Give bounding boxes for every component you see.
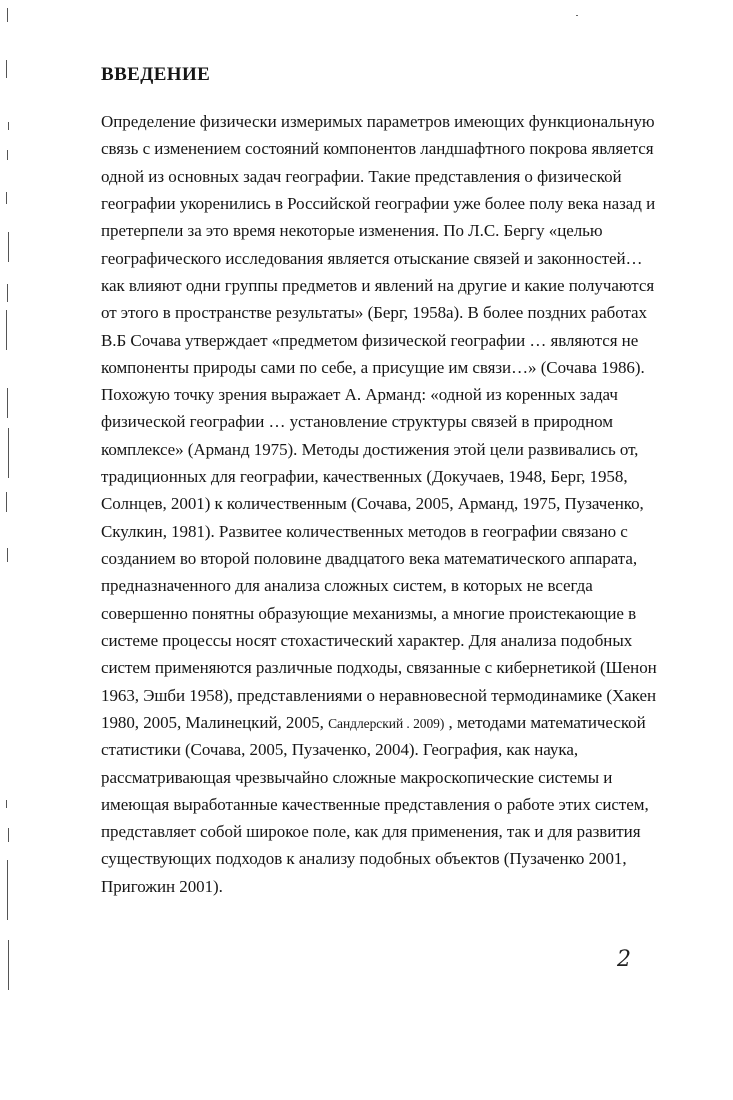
text-line: имеющая выработанные качественные представления о работе этих систем, <box>101 794 649 814</box>
text-line: Солнцев, 2001) к количественным (Сочава, 2005, Арманд, 1975, Пузаченко, <box>101 494 644 514</box>
text-line: от этого в пространстве результаты» (Берг, 1958а). В более поздних работах <box>101 303 647 323</box>
text-line: физической географии … установление структуры связей в природном <box>101 412 614 432</box>
text-line: Определение физически измеримых параметров имеющих функциональную <box>101 112 655 131</box>
text-line: представляет собой широкое поле, как для применения, так и для развития <box>101 822 641 842</box>
text-line: традиционных для географии, качественных (Докучаев, 1948, Берг, 1958, <box>101 467 628 487</box>
text-line: Пригожин 2001). <box>101 876 223 896</box>
text-line: существующих подходов к анализу подобных объектов (Пузаченко 2001, <box>101 849 627 869</box>
text-line: Похожую точку зрения выражает А. Арманд: «одной из коренных задач <box>101 385 618 405</box>
citation-small: Сандлерский . 2009) <box>328 715 445 731</box>
text-line: претерпели за это время некоторые изменения. По Л.С. Бергу «целью <box>101 221 603 241</box>
text-line: комплексе» (Арманд 1975). Методы достижения этой цели развивались от, <box>101 439 639 459</box>
text-line: систем применяются различные подходы, связанные с кибернетикой (Шенон <box>101 658 657 678</box>
text-line: совершенно понятны образующие механизмы, а многие проистекающие в <box>101 603 637 623</box>
text-line: географического исследования является отыскание связей и законностей… <box>101 248 643 268</box>
text-segment: , методами математической <box>444 712 646 732</box>
text-line: одной из основных задач географии. Такие представления о физической <box>101 166 622 186</box>
text-line: системе процессы носят стохастический характер. Для анализа подобных <box>101 630 633 650</box>
text-segment: 1980, 2005, Малинецкий, 2005, <box>101 712 329 732</box>
text-line: связь с изменением состояний компонентов ландшафтного покрова является <box>101 139 654 159</box>
scan-edge-artifacts <box>0 0 14 1100</box>
text-line: географии укоренились в Российской географии уже более полу века назад и <box>101 193 656 213</box>
scan-speck <box>576 15 578 16</box>
text-line: 1963, Эшби 1958), представлениями о неравновесной термодинамике (Хакен <box>101 685 656 705</box>
body-text <box>101 108 691 900</box>
text-line: Скулкин, 1981). Развитее количественных методов в географии связано с <box>101 521 628 541</box>
text-line: В.Б Сочава утверждает «предметом физической географии … являются не <box>101 330 639 350</box>
text-line: как влияют одни группы предметов и явлений на другие и какие получаются <box>101 275 655 295</box>
text-line: статистики (Сочава, 2005, Пузаченко, 2004). География, как наука, <box>101 740 579 760</box>
text-line-mixed <box>101 709 691 736</box>
text-line: компоненты природы сами по себе, а присущие им связи…» (Сочава 1986). <box>101 357 645 377</box>
text-line: рассматривающая чрезвычайно сложные макроскопические системы и <box>101 767 613 787</box>
page-number: 2 <box>617 947 631 972</box>
section-heading: ВВЕДЕНИЕ <box>101 64 211 85</box>
text-line: созданием во второй половине двадцатого века математического аппарата, <box>101 549 638 568</box>
text-line: предназначенного для анализа сложных систем, в которых не всегда <box>101 576 593 596</box>
